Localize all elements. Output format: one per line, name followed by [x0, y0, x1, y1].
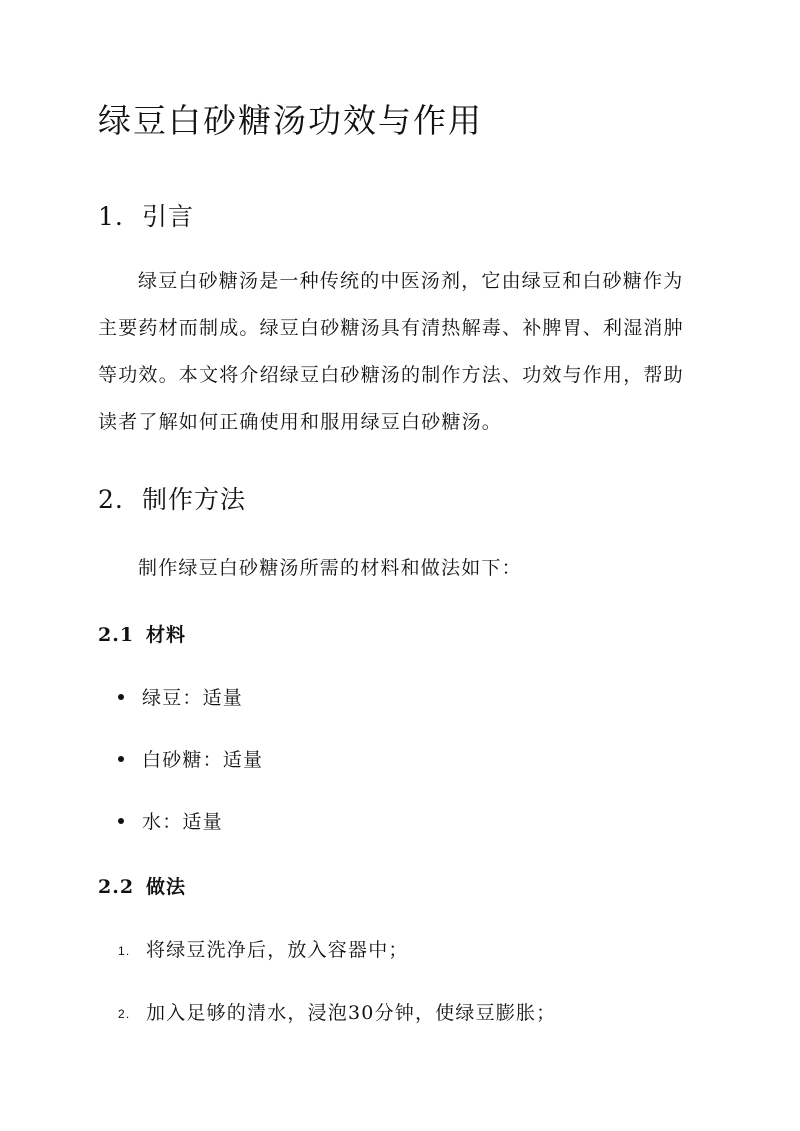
section-2-lead: 制作绿豆白砂糖汤所需的材料和做法如下： [138, 557, 522, 579]
paragraph-line: 主要药材而制成。绿豆白砂糖汤具有清热解毒、补脾胃、利湿消肿 [98, 317, 684, 339]
step-number: 2. [118, 1007, 131, 1021]
section-title: 引言 [142, 202, 195, 231]
list-item [118, 683, 243, 710]
subsection-2-2-heading [98, 872, 186, 899]
subsection-number: 2.1 [98, 624, 135, 646]
step-number: 1. [118, 944, 131, 958]
subsection-2-1-heading [98, 620, 186, 647]
list-item-text: 白砂糖：适量 [142, 749, 264, 771]
list-item [118, 807, 223, 834]
list-item [118, 745, 263, 772]
bullet-icon [118, 694, 124, 700]
intro-paragraph [98, 258, 703, 446]
paragraph-line: 读者了解如何正确使用和服用绿豆白砂糖汤。 [98, 411, 503, 433]
section-number: 1. [98, 202, 124, 231]
section-title: 制作方法 [142, 485, 247, 514]
section-1-heading [98, 197, 194, 233]
list-item-text: 水：适量 [142, 811, 223, 833]
subsection-number: 2.2 [98, 876, 135, 898]
step-item [118, 935, 409, 962]
paragraph-line: 等功效。本文将介绍绿豆白砂糖汤的制作方法、功效与作用，帮助 [98, 364, 684, 386]
bullet-icon [118, 818, 124, 824]
step-text: 加入足够的清水，浸泡30分钟，使绿豆膨胀； [146, 1002, 557, 1024]
section-number: 2. [98, 485, 124, 514]
step-item [118, 998, 556, 1025]
bullet-icon [118, 756, 124, 762]
subsection-title: 材料 [146, 624, 187, 646]
step-text: 将绿豆洗净后，放入容器中； [146, 939, 409, 961]
subsection-title: 做法 [146, 876, 187, 898]
document-title: 绿豆白砂糖汤功效与作用 [98, 101, 483, 140]
section-2-heading [98, 480, 246, 516]
paragraph-line: 绿豆白砂糖汤是一种传统的中医汤剂，它由绿豆和白砂糖作为 [138, 270, 684, 292]
list-item-text: 绿豆：适量 [142, 687, 244, 709]
